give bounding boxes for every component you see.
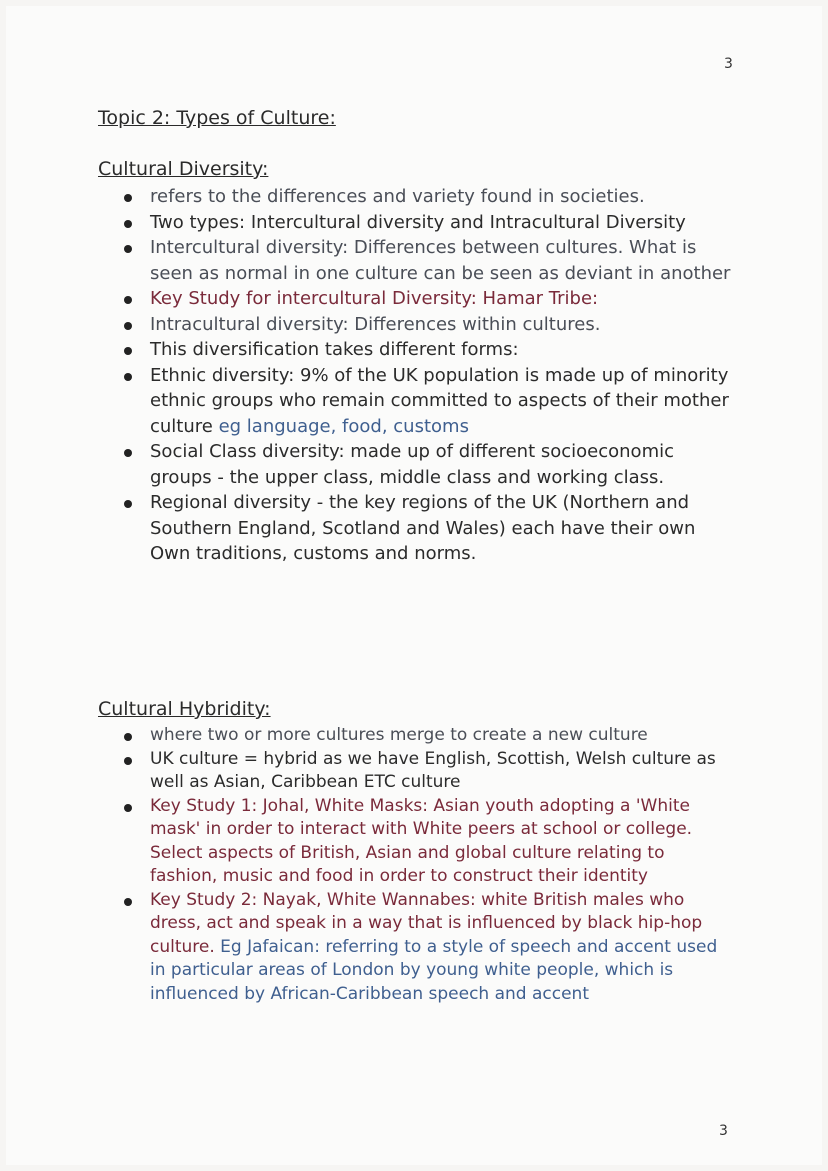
list-item: Key Study 2: Nayak, White Wannabes: white British males who dress, act and speak in a way that is influenced by black hip-hop culture. Eg Jafaican: referring to a style of speech and accent used in particular areas of London by young white people, which is influenced by African-Caribbean speech and accent	[118, 889, 718, 1007]
cultural-diversity-heading: Cultural Diversity:	[98, 158, 269, 180]
list-item: Key Study for intercultural Diversity: Hamar Tribe:	[118, 286, 738, 312]
list-item: Intracultural diversity: Differences within cultures.	[118, 312, 738, 338]
list-item: Social Class diversity: made up of different socioeconomic groups - the upper class, middle class and working class.	[118, 439, 738, 490]
list-item: refers to the differences and variety found in societies.	[118, 184, 738, 210]
topic-title: Topic 2: Types of Culture:	[98, 107, 336, 129]
list-item: UK culture = hybrid as we have English, Scottish, Welsh culture as well as Asian, Caribbean ETC culture	[118, 748, 718, 795]
document-page	[6, 6, 822, 1165]
list-item: Key Study 1: Johal, White Masks: Asian youth adopting a 'White mask' in order to interact with White peers at school or college. Select aspects of British, Asian and global culture relating to fashion, music and food in order to construct their identity	[118, 795, 718, 889]
list-item: This diversification takes different forms:	[118, 337, 738, 363]
list-item: where two or more cultures merge to create a new culture	[118, 724, 718, 748]
list-item: Intercultural diversity: Differences between cultures. What is seen as normal in one culture can be seen as deviant in another	[118, 235, 738, 286]
page-number-top: 3	[724, 56, 733, 72]
list-item: Regional diversity - the key regions of the UK (Northern and Southern England, Scotland and Wales) each have their own Own traditions, customs and norms.	[118, 490, 738, 567]
list-item: Two types: Intercultural diversity and Intracultural Diversity	[118, 210, 738, 236]
example-text: eg language, food, customs	[218, 415, 469, 437]
cultural-hybridity-heading: Cultural Hybridity:	[98, 698, 271, 720]
cultural-hybridity-list	[118, 724, 718, 1006]
cultural-diversity-list	[118, 184, 738, 567]
list-item: Ethnic diversity: 9% of the UK population is made up of minority ethnic groups who remain committed to aspects of their mother culture eg language, food, customs	[118, 363, 738, 440]
example-text: Eg Jafaican: referring to a style of speech and accent used in particular areas of London by young white people, which is influenced by African-Caribbean speech and accent	[150, 936, 718, 1004]
page-number-bottom: 3	[719, 1123, 728, 1139]
